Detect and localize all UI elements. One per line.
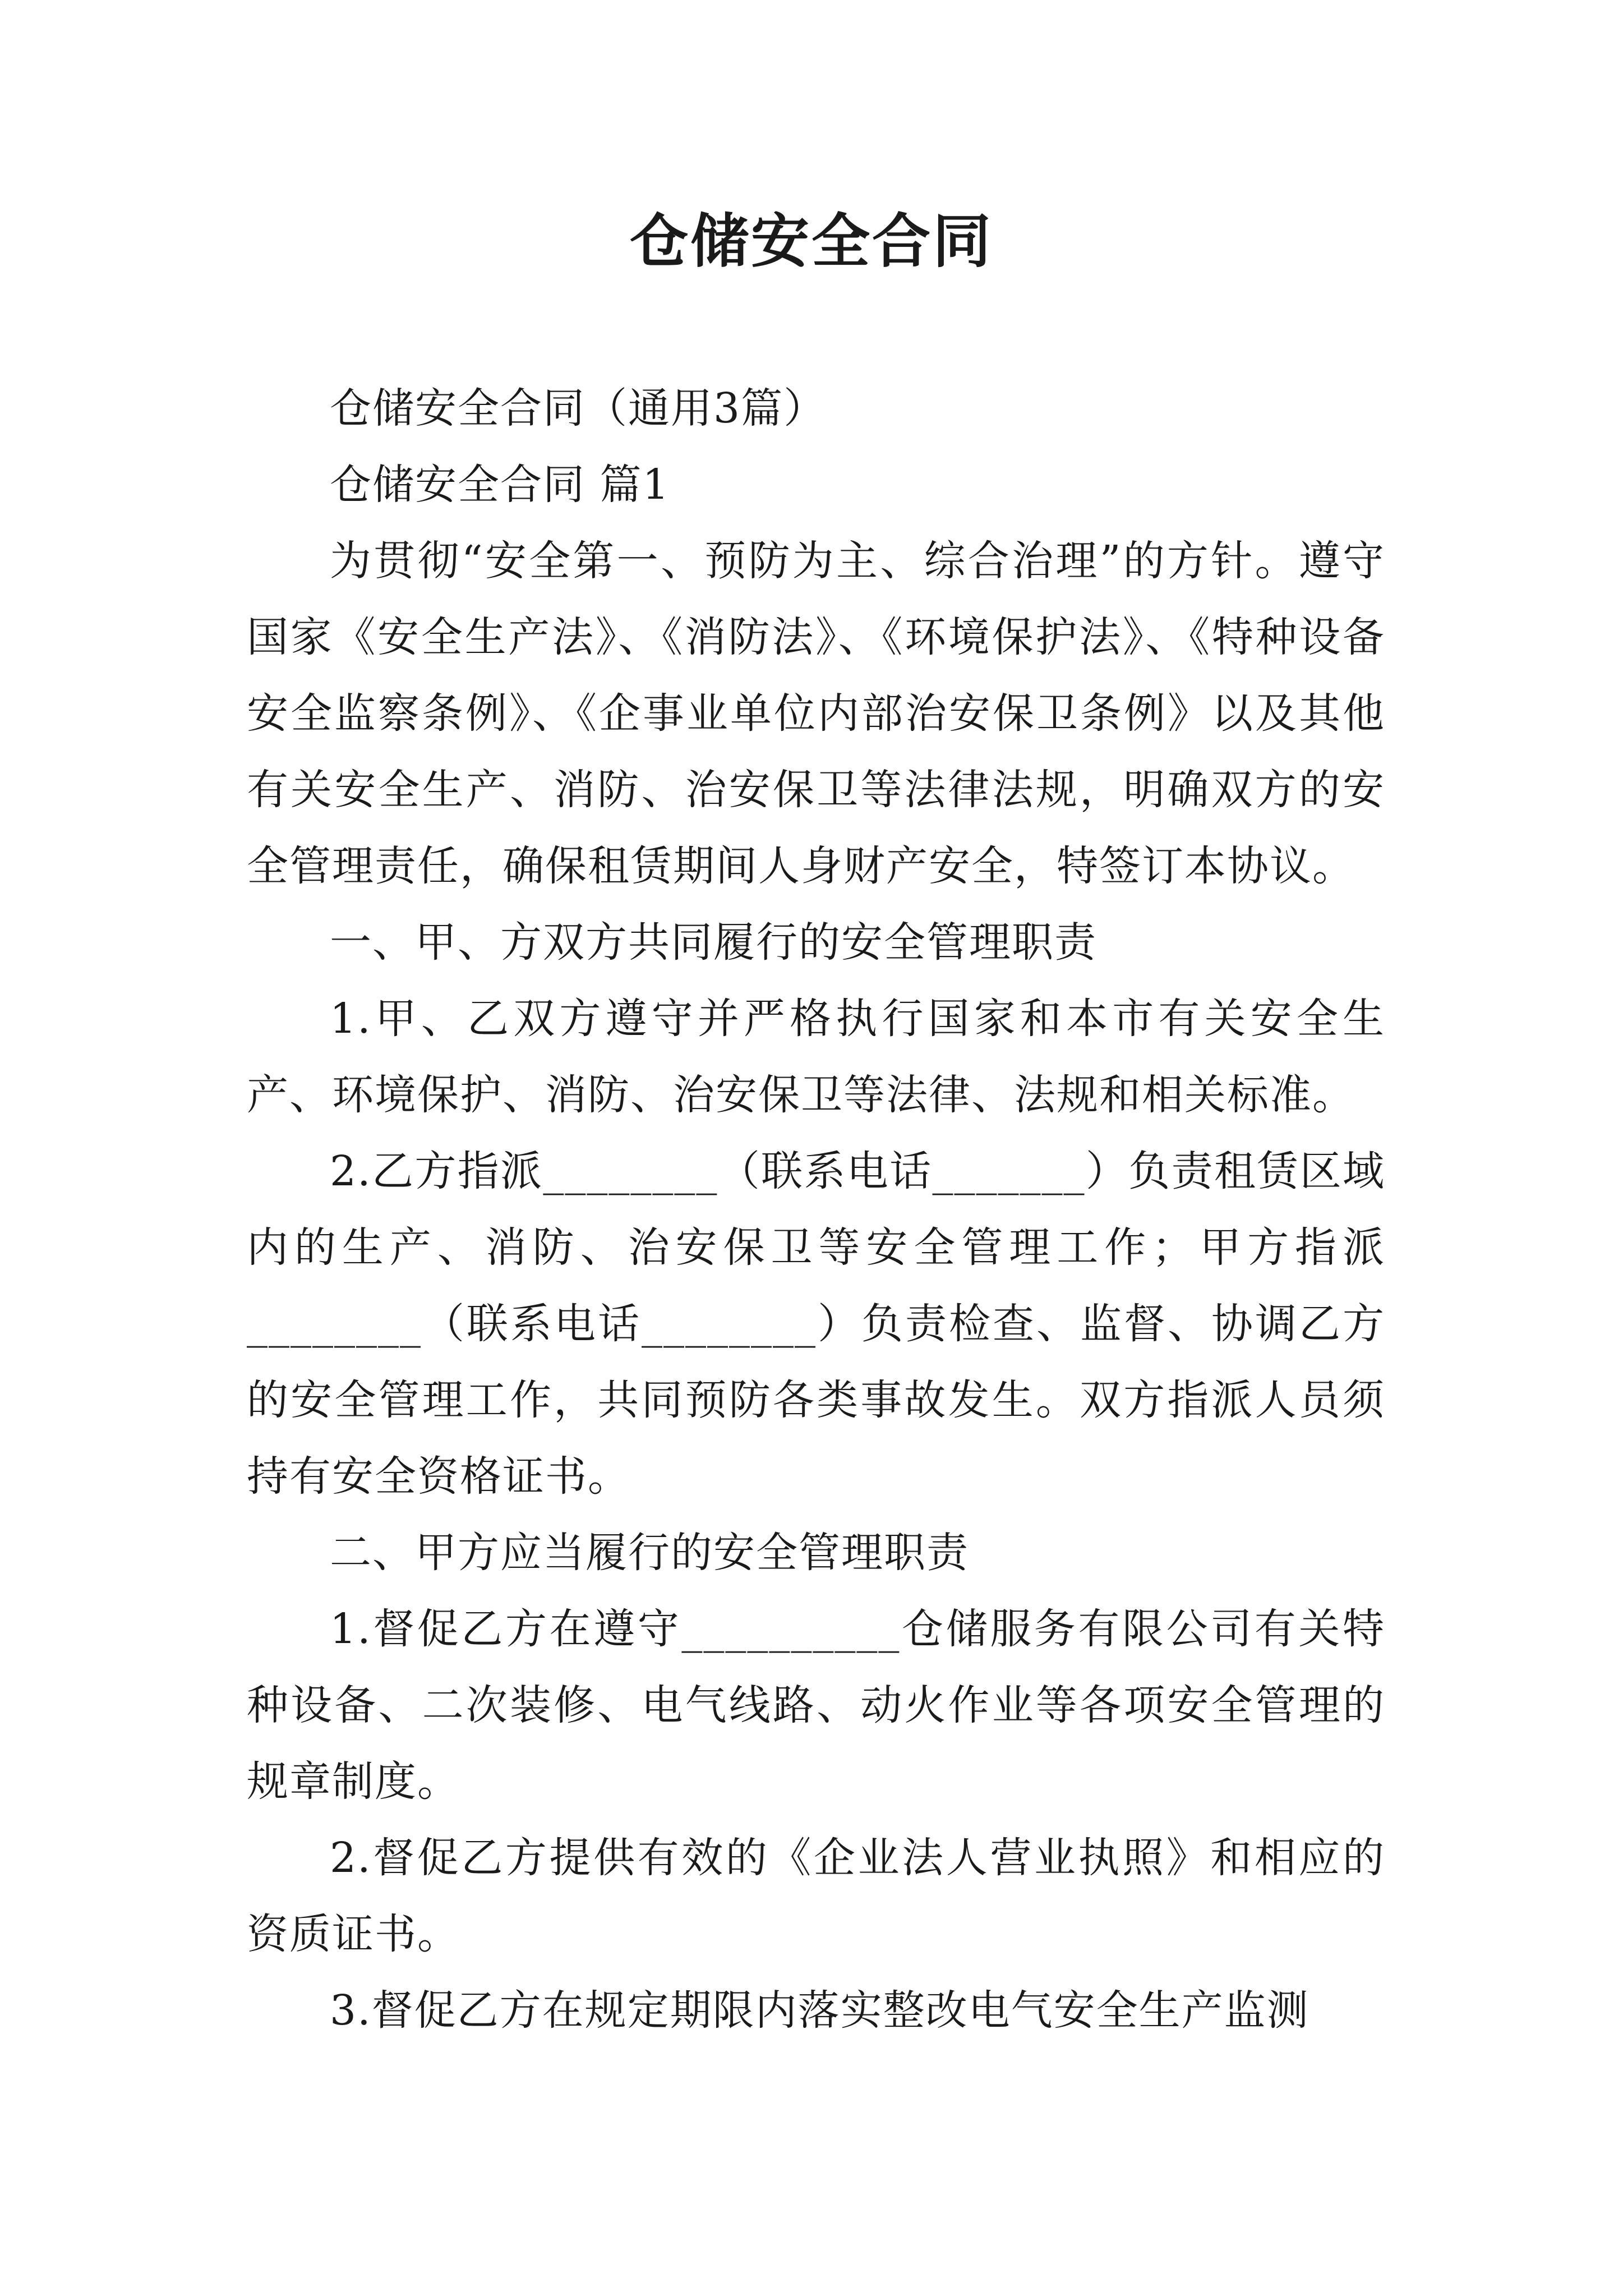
- paragraph: 仓储安全合同（通用3篇）: [330, 384, 827, 432]
- paragraph: 一、甲、方双方共同履行的安全管理职责: [330, 918, 1097, 967]
- document-title: 仓储安全合同: [629, 206, 993, 275]
- document-body: [247, 370, 1385, 2049]
- paragraph: 2.乙方指派________（联系电话_______）负责租赁区域内的生产、消防、治安保卫等安全管理工作；甲方指派________（联系电话________）负责检查、监督、协调乙方的安全管理工作，共同预防各类事故发生。双方指派人员须持有安全资格证书。: [247, 1147, 1385, 1501]
- paragraph: 1.甲、乙双方遵守并严格执行国家和本市有关安全生产、环境保护、消防、治安保卫等法律、法规和相关标准。: [247, 995, 1385, 1119]
- paragraph: 3.督促乙方在规定期限内落实整改电气安全生产监测: [330, 1986, 1310, 2035]
- paragraph: 2.督促乙方提供有效的《企业法人营业执照》和相应的资质证书。: [247, 1834, 1385, 1958]
- paragraph: 1.督促乙方在遵守__________仓储服务有限公司有关特种设备、二次装修、电气线路、动火作业等各项安全管理的规章制度。: [247, 1605, 1385, 1806]
- paragraph: 为贯彻“安全第一、预防为主、综合治理”的方针。遵守国家《安全生产法》、《消防法》、《环境保护法》、《特种设备安全监察条例》、《企事业单位内部治安保卫条例》以及其他有关安全生产、消防、治安保卫等法律法规，明确双方的安全管理责任，确保租赁期间人身财产安全，特签订本协议。: [247, 537, 1385, 890]
- paragraph: 二、甲方应当履行的安全管理职责: [330, 1529, 969, 1577]
- paragraph: 仓储安全合同 篇1: [330, 461, 670, 509]
